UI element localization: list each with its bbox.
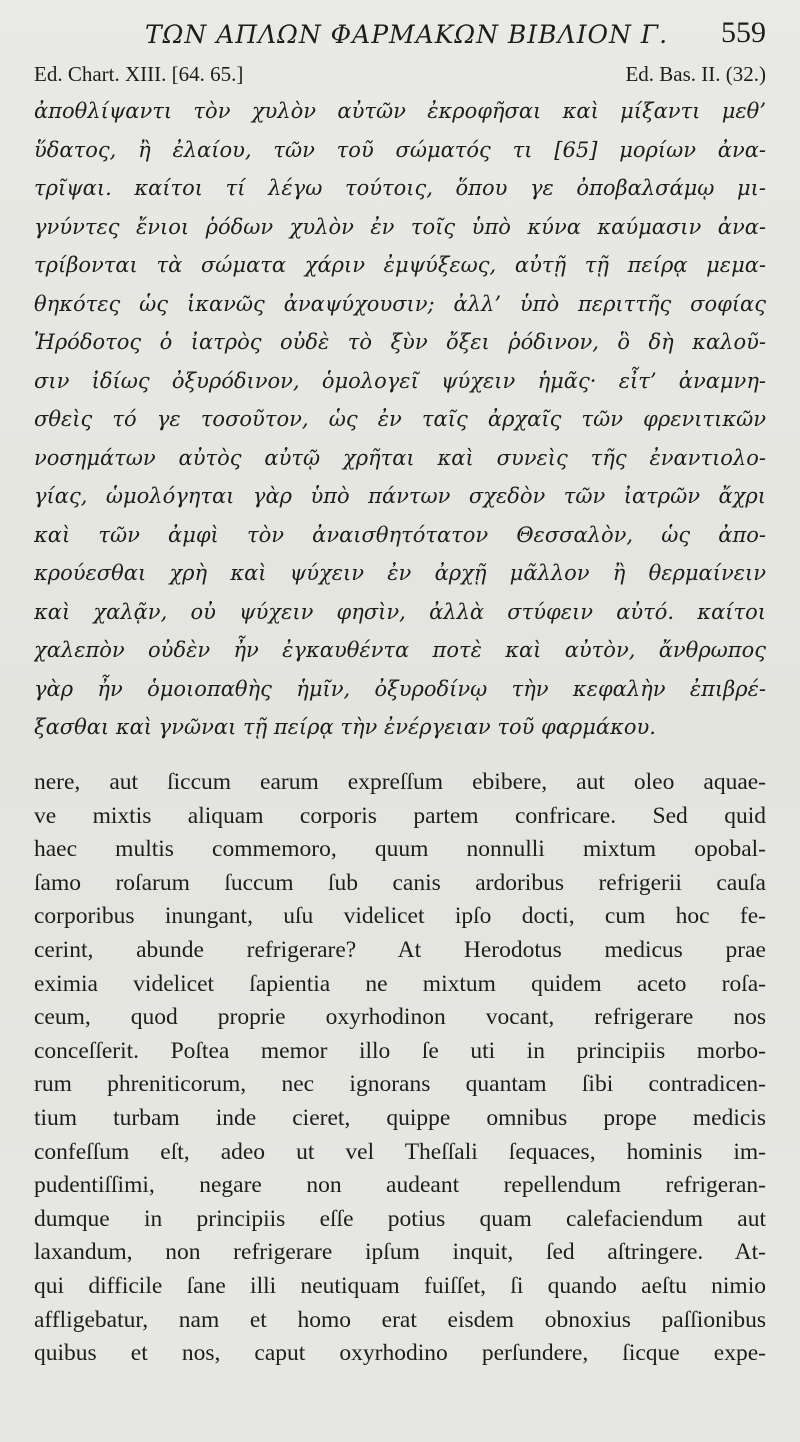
latin-line: affligebatur, nam et homo erat eisdem obnoxius paſſionibus — [34, 1306, 766, 1333]
greek-line: σθεὶς τό γε τοσοῦτον, ὡς ἐν ταῖς ἀρχαῖς τῶν φρενιτικῶν — [34, 407, 766, 431]
latin-line: tium turbam inde cieret, quippe omnibus prope medicis — [34, 1104, 766, 1131]
greek-line: χαλεπὸν οὐδὲν ἦν ἐγκαυθέντα ποτὲ καὶ αὐτὸν, ἄνθρωπος — [34, 638, 766, 662]
greek-line: σιν ἰδίως ὀξυρόδινον, ὁμολογεῖ ψύχειν ἡμᾶς· εἶτ’ ἀναμνη- — [34, 368, 766, 393]
greek-line: νοσημάτων αὐτὸς αὐτῷ χρῆται καὶ συνεὶς τῆς ἐναντιολο- — [34, 445, 766, 470]
running-title: ΤΩΝ ΑΠΛΩΝ ΦΑΡΜΑΚΩΝ ΒΙΒΛΙΟΝ Γ. — [145, 20, 669, 49]
greek-text-block — [34, 92, 766, 747]
latin-line: dumque in principiis eſſe potius quam calefaciendum aut — [34, 1205, 766, 1232]
greek-line: καὶ τῶν ἀμφὶ τὸν ἀναισθητότατον Θεσσαλὸν, ὡς ἀπο- — [34, 522, 766, 547]
greek-line: ἀποθλίψαντι τὸν χυλὸν αὐτῶν ἐκροφῆσαι καὶ μίξαντι μεθ’ — [34, 99, 766, 123]
latin-line: confeſſum eſt, adeo ut vel Theſſali ſequaces, hominis im- — [34, 1138, 766, 1165]
latin-line: corporibus inungant, uſu videlicet ipſo docti, cum hoc fe- — [34, 903, 766, 930]
page-number: 559 — [721, 16, 766, 49]
greek-line: καὶ χαλᾷν, οὐ ψύχειν φησὶν, ἀλλὰ στύφειν αὐτό. καίτοι — [34, 599, 766, 624]
latin-line: laxandum, non refrigerare ipſum inquit, ſed aſtringere. At- — [34, 1239, 766, 1266]
greek-line: γνύντες ἔνιοι ῥόδων χυλὸν ἐν τοῖς ὑπὸ κύνα καύμασιν ἀνα- — [34, 214, 766, 239]
greek-line: κρούεσθαι χρὴ καὶ ψύχειν ἐν ἀρχῇ μᾶλλον ἢ θερμαίνειν — [34, 561, 766, 585]
latin-line: pudentiſſimi, negare non audeant repellendum refrigeran- — [34, 1172, 766, 1199]
running-head — [0, 14, 800, 54]
latin-line: nere, aut ſiccum earum expreſſum ebibere, aut oleo aquae- — [34, 769, 766, 795]
latin-line: cerint, abunde refrigerare? At Herodotus medicus prae — [34, 936, 766, 963]
greek-line: θηκότες ὡς ἱκανῶς ἀναψύχουσιν; ἀλλ’ ὑπὸ περιττῆς σοφίας — [34, 291, 766, 316]
latin-line: ceum, quod proprie oxyrhodinon vocant, refrigerare nos — [34, 1004, 766, 1031]
greek-line: ξασθαι καὶ γνῶναι τῇ πείρᾳ τὴν ἐνέργειαν τοῦ φαρμάκου. — [34, 715, 656, 739]
greek-line: γίας, ὡμολόγηται γὰρ ὑπὸ πάντων σχεδὸν τῶν ἰατρῶν ἄχρι — [34, 484, 766, 508]
latin-line: ſamo roſarum ſuccum ſub canis ardoribus refrigerii cauſa — [34, 869, 766, 896]
latin-line: quibus et nos, caput oxyrhodino perſundere, ſicque expe- — [34, 1340, 766, 1367]
latin-line: conceſſerit. Poſtea memor illo ſe uti in principiis morbo- — [34, 1037, 766, 1064]
latin-line: haec multis commemoro, quum nonnulli mixtum opobal- — [34, 836, 766, 863]
edition-references — [34, 62, 766, 90]
latin-line: eximia videlicet ſapientia ne mixtum quidem aceto roſa- — [34, 970, 766, 997]
greek-line: γὰρ ἦν ὁμοιοπαθὴς ἡμῖν, ὀξυροδίνῳ τὴν κεφαλὴν ἐπιβρέ- — [34, 676, 766, 701]
edition-left-reference: Ed. Chart. XIII. [64. 65.] — [34, 62, 244, 86]
latin-line: qui difficile ſane illi neutiquam fuiſſet, ſi quando aeſtu nimio — [34, 1272, 766, 1299]
latin-text-block — [34, 766, 766, 1371]
greek-line: ὕδατος, ἢ ἐλαίου, τῶν τοῦ σώματός τι [65] μορίων ἀνα- — [34, 137, 766, 162]
edition-right-reference: Ed. Bas. II. (32.) — [625, 62, 766, 86]
greek-line: Ἡρόδοτος ὁ ἰατρὸς οὐδὲ τὸ ξὺν ὄξει ῥόδινον, ὃ δὴ καλοῦ- — [34, 330, 766, 354]
greek-line: τρίβονται τὰ σώματα χάριν ἐμψύξεως, αὐτῇ τῇ πείρᾳ μεμα- — [34, 253, 766, 277]
greek-line: τρῖψαι. καίτοι τί λέγω τούτοις, ὅπου γε ὀποβαλσάμῳ μι- — [34, 176, 766, 200]
latin-line: ve mixtis aliquam corporis partem confricare. Sed quid — [34, 802, 766, 829]
latin-line: rum phreniticorum, nec ignorans quantam ſibi contradicen- — [34, 1071, 766, 1098]
